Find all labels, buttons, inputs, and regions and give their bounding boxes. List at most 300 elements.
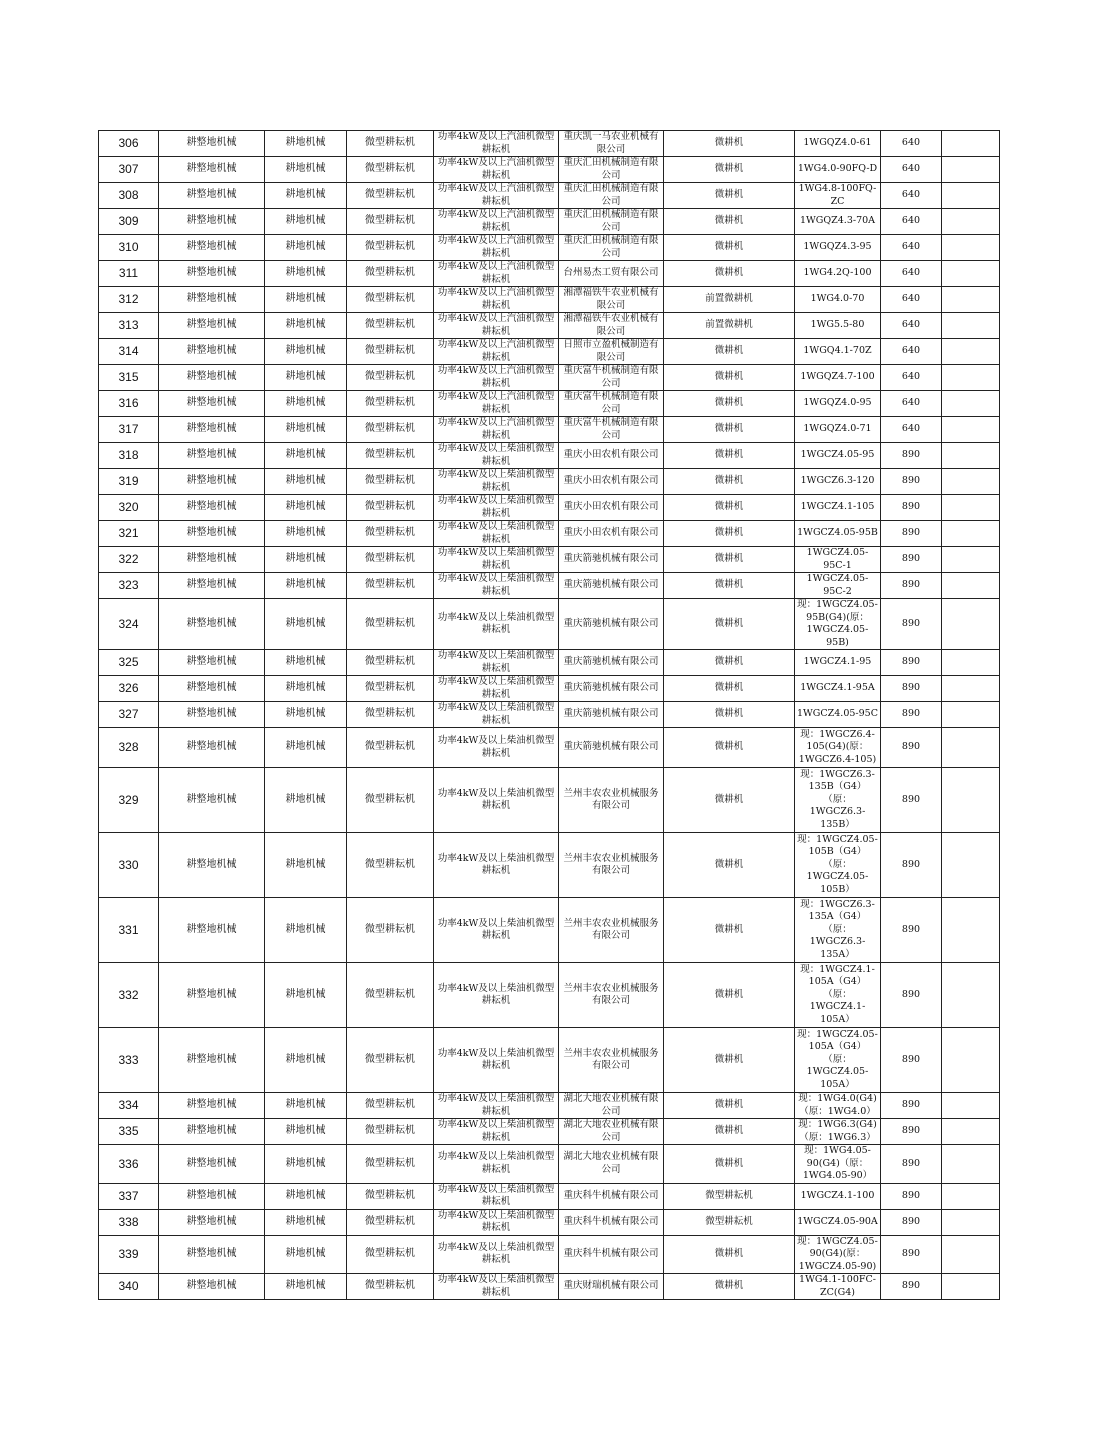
row-number: 330 bbox=[99, 833, 159, 898]
product-cell: 微耕机 bbox=[664, 235, 795, 261]
company-cell: 湘潭福铁牛农业机械有限公司 bbox=[559, 287, 664, 313]
row-number: 316 bbox=[99, 391, 159, 417]
row-number: 329 bbox=[99, 768, 159, 833]
type-cell: 微型耕耘机 bbox=[347, 1183, 434, 1209]
model-cell: 1WGQZ4.0-71 bbox=[795, 417, 881, 443]
spec-cell: 功率4kW及以上柴油机微型耕耘机 bbox=[434, 1145, 559, 1184]
note-cell bbox=[942, 521, 1000, 547]
type-cell: 微型耕耘机 bbox=[347, 209, 434, 235]
price-cell: 640 bbox=[881, 209, 942, 235]
table-row bbox=[99, 833, 1000, 898]
model-cell: 1WG4.2Q-100 bbox=[795, 261, 881, 287]
row-number: 334 bbox=[99, 1093, 159, 1119]
type-cell: 微型耕耘机 bbox=[347, 676, 434, 702]
note-cell bbox=[942, 676, 1000, 702]
model-cell: 1WG4.0-90FQ-D bbox=[795, 157, 881, 183]
category-cell: 耕整地机械 bbox=[159, 339, 265, 365]
product-cell: 微耕机 bbox=[664, 131, 795, 157]
type-cell: 微型耕耘机 bbox=[347, 702, 434, 728]
subcategory-cell: 耕地机械 bbox=[265, 261, 347, 287]
subcategory-cell: 耕地机械 bbox=[265, 443, 347, 469]
spec-cell: 功率4kW及以上柴油机微型耕耘机 bbox=[434, 1274, 559, 1300]
model-cell: 现：1WGCZ4.05-105A（G4）（原：1WGCZ4.05-105A） bbox=[795, 1028, 881, 1093]
company-cell: 重庆富牛机械制造有限公司 bbox=[559, 365, 664, 391]
spec-cell: 功率4kW及以上柴油机微型耕耘机 bbox=[434, 521, 559, 547]
model-cell: 1WG5.5-80 bbox=[795, 313, 881, 339]
note-cell bbox=[942, 131, 1000, 157]
category-cell: 耕整地机械 bbox=[159, 1119, 265, 1145]
category-cell: 耕整地机械 bbox=[159, 702, 265, 728]
spec-cell: 功率4kW及以上柴油机微型耕耘机 bbox=[434, 443, 559, 469]
note-cell bbox=[942, 898, 1000, 963]
company-cell: 重庆小田农机有限公司 bbox=[559, 469, 664, 495]
note-cell bbox=[942, 768, 1000, 833]
table-row bbox=[99, 1235, 1000, 1274]
equipment-table bbox=[98, 130, 1000, 1300]
company-cell: 兰州丰农农业机械服务有限公司 bbox=[559, 1028, 664, 1093]
product-cell: 微耕机 bbox=[664, 547, 795, 573]
company-cell: 重庆汇田机械制造有限公司 bbox=[559, 183, 664, 209]
subcategory-cell: 耕地机械 bbox=[265, 833, 347, 898]
table-row bbox=[99, 417, 1000, 443]
subcategory-cell: 耕地机械 bbox=[265, 1235, 347, 1274]
spec-cell: 功率4kW及以上柴油机微型耕耘机 bbox=[434, 547, 559, 573]
company-cell: 日照市立盈机械制造有限公司 bbox=[559, 339, 664, 365]
model-cell: 1WGCZ4.05-90A bbox=[795, 1209, 881, 1235]
spec-cell: 功率4kW及以上柴油机微型耕耘机 bbox=[434, 1209, 559, 1235]
price-cell: 640 bbox=[881, 417, 942, 443]
type-cell: 微型耕耘机 bbox=[347, 443, 434, 469]
spec-cell: 功率4kW及以上柴油机微型耕耘机 bbox=[434, 495, 559, 521]
type-cell: 微型耕耘机 bbox=[347, 573, 434, 599]
note-cell bbox=[942, 963, 1000, 1028]
price-cell: 890 bbox=[881, 728, 942, 768]
table-row bbox=[99, 650, 1000, 676]
company-cell: 重庆箭驰机械有限公司 bbox=[559, 728, 664, 768]
row-number: 319 bbox=[99, 469, 159, 495]
model-cell: 1WGCZ4.05-95C-1 bbox=[795, 547, 881, 573]
row-number: 324 bbox=[99, 599, 159, 650]
category-cell: 耕整地机械 bbox=[159, 365, 265, 391]
table-row bbox=[99, 443, 1000, 469]
model-cell: 1WG4.1-100FC-ZC(G4) bbox=[795, 1274, 881, 1300]
model-cell: 1WGCZ4.1-95A bbox=[795, 676, 881, 702]
product-cell: 微耕机 bbox=[664, 650, 795, 676]
price-cell: 890 bbox=[881, 676, 942, 702]
price-cell: 890 bbox=[881, 1093, 942, 1119]
subcategory-cell: 耕地机械 bbox=[265, 391, 347, 417]
subcategory-cell: 耕地机械 bbox=[265, 1274, 347, 1300]
price-cell: 640 bbox=[881, 157, 942, 183]
table-row bbox=[99, 469, 1000, 495]
type-cell: 微型耕耘机 bbox=[347, 261, 434, 287]
product-cell: 微耕机 bbox=[664, 1145, 795, 1184]
type-cell: 微型耕耘机 bbox=[347, 833, 434, 898]
price-cell: 890 bbox=[881, 1183, 942, 1209]
subcategory-cell: 耕地机械 bbox=[265, 235, 347, 261]
price-cell: 890 bbox=[881, 963, 942, 1028]
category-cell: 耕整地机械 bbox=[159, 599, 265, 650]
product-cell: 微耕机 bbox=[664, 521, 795, 547]
product-cell: 前置微耕机 bbox=[664, 287, 795, 313]
table-row bbox=[99, 209, 1000, 235]
company-cell: 重庆汇田机械制造有限公司 bbox=[559, 157, 664, 183]
row-number: 311 bbox=[99, 261, 159, 287]
company-cell: 重庆箭驰机械有限公司 bbox=[559, 599, 664, 650]
spec-cell: 功率4kW及以上柴油机微型耕耘机 bbox=[434, 1235, 559, 1274]
note-cell bbox=[942, 1274, 1000, 1300]
category-cell: 耕整地机械 bbox=[159, 521, 265, 547]
category-cell: 耕整地机械 bbox=[159, 768, 265, 833]
type-cell: 微型耕耘机 bbox=[347, 1145, 434, 1184]
price-cell: 890 bbox=[881, 833, 942, 898]
note-cell bbox=[942, 1209, 1000, 1235]
subcategory-cell: 耕地机械 bbox=[265, 1209, 347, 1235]
type-cell: 微型耕耘机 bbox=[347, 1274, 434, 1300]
type-cell: 微型耕耘机 bbox=[347, 599, 434, 650]
model-cell: 1WGQZ4.3-70A bbox=[795, 209, 881, 235]
model-cell: 现：1WG4.0(G4)（原：1WG4.0） bbox=[795, 1093, 881, 1119]
category-cell: 耕整地机械 bbox=[159, 1028, 265, 1093]
product-cell: 微型耕耘机 bbox=[664, 1183, 795, 1209]
category-cell: 耕整地机械 bbox=[159, 157, 265, 183]
model-cell: 1WGCZ4.1-105 bbox=[795, 495, 881, 521]
type-cell: 微型耕耘机 bbox=[347, 157, 434, 183]
row-number: 313 bbox=[99, 313, 159, 339]
type-cell: 微型耕耘机 bbox=[347, 1119, 434, 1145]
category-cell: 耕整地机械 bbox=[159, 833, 265, 898]
model-cell: 1WGCZ6.3-120 bbox=[795, 469, 881, 495]
category-cell: 耕整地机械 bbox=[159, 1183, 265, 1209]
company-cell: 重庆汇田机械制造有限公司 bbox=[559, 235, 664, 261]
category-cell: 耕整地机械 bbox=[159, 1145, 265, 1184]
type-cell: 微型耕耘机 bbox=[347, 521, 434, 547]
company-cell: 重庆箭驰机械有限公司 bbox=[559, 547, 664, 573]
type-cell: 微型耕耘机 bbox=[347, 650, 434, 676]
company-cell: 重庆科牛机械有限公司 bbox=[559, 1235, 664, 1274]
model-cell: 1WGCZ4.1-100 bbox=[795, 1183, 881, 1209]
subcategory-cell: 耕地机械 bbox=[265, 768, 347, 833]
subcategory-cell: 耕地机械 bbox=[265, 209, 347, 235]
row-number: 321 bbox=[99, 521, 159, 547]
price-cell: 890 bbox=[881, 443, 942, 469]
category-cell: 耕整地机械 bbox=[159, 443, 265, 469]
type-cell: 微型耕耘机 bbox=[347, 183, 434, 209]
category-cell: 耕整地机械 bbox=[159, 573, 265, 599]
model-cell: 现：1WGCZ6.4-105(G4)(原：1WGCZ6.4-105) bbox=[795, 728, 881, 768]
spec-cell: 功率4kW及以上柴油机微型耕耘机 bbox=[434, 650, 559, 676]
type-cell: 微型耕耘机 bbox=[347, 963, 434, 1028]
company-cell: 重庆科牛机械有限公司 bbox=[559, 1183, 664, 1209]
note-cell bbox=[942, 417, 1000, 443]
type-cell: 微型耕耘机 bbox=[347, 313, 434, 339]
category-cell: 耕整地机械 bbox=[159, 898, 265, 963]
note-cell bbox=[942, 469, 1000, 495]
spec-cell: 功率4kW及以上汽油机微型耕耘机 bbox=[434, 313, 559, 339]
product-cell: 微耕机 bbox=[664, 833, 795, 898]
type-cell: 微型耕耘机 bbox=[347, 898, 434, 963]
price-cell: 890 bbox=[881, 1145, 942, 1184]
subcategory-cell: 耕地机械 bbox=[265, 287, 347, 313]
subcategory-cell: 耕地机械 bbox=[265, 495, 347, 521]
subcategory-cell: 耕地机械 bbox=[265, 599, 347, 650]
row-number: 338 bbox=[99, 1209, 159, 1235]
row-number: 326 bbox=[99, 676, 159, 702]
company-cell: 重庆小田农机有限公司 bbox=[559, 443, 664, 469]
note-cell bbox=[942, 833, 1000, 898]
subcategory-cell: 耕地机械 bbox=[265, 573, 347, 599]
price-cell: 890 bbox=[881, 495, 942, 521]
type-cell: 微型耕耘机 bbox=[347, 1209, 434, 1235]
company-cell: 重庆富牛机械制造有限公司 bbox=[559, 417, 664, 443]
product-cell: 微耕机 bbox=[664, 676, 795, 702]
table-body bbox=[99, 131, 1000, 1300]
category-cell: 耕整地机械 bbox=[159, 469, 265, 495]
table-row bbox=[99, 1145, 1000, 1184]
model-cell: 现：1WGCZ4.05-105B（G4）（原：1WGCZ4.05-105B） bbox=[795, 833, 881, 898]
type-cell: 微型耕耘机 bbox=[347, 547, 434, 573]
subcategory-cell: 耕地机械 bbox=[265, 676, 347, 702]
subcategory-cell: 耕地机械 bbox=[265, 313, 347, 339]
company-cell: 重庆箭驰机械有限公司 bbox=[559, 702, 664, 728]
category-cell: 耕整地机械 bbox=[159, 1235, 265, 1274]
row-number: 328 bbox=[99, 728, 159, 768]
product-cell: 微耕机 bbox=[664, 599, 795, 650]
product-cell: 微耕机 bbox=[664, 209, 795, 235]
company-cell: 重庆箭驰机械有限公司 bbox=[559, 676, 664, 702]
row-number: 314 bbox=[99, 339, 159, 365]
spec-cell: 功率4kW及以上柴油机微型耕耘机 bbox=[434, 1028, 559, 1093]
price-cell: 640 bbox=[881, 235, 942, 261]
product-cell: 微耕机 bbox=[664, 1028, 795, 1093]
price-cell: 640 bbox=[881, 183, 942, 209]
category-cell: 耕整地机械 bbox=[159, 313, 265, 339]
note-cell bbox=[942, 209, 1000, 235]
price-cell: 640 bbox=[881, 365, 942, 391]
price-cell: 890 bbox=[881, 650, 942, 676]
model-cell: 现：1WGCZ6.3-135A（G4）（原：1WGCZ6.3-135A） bbox=[795, 898, 881, 963]
subcategory-cell: 耕地机械 bbox=[265, 547, 347, 573]
price-cell: 890 bbox=[881, 547, 942, 573]
table-row bbox=[99, 768, 1000, 833]
table-row bbox=[99, 365, 1000, 391]
subcategory-cell: 耕地机械 bbox=[265, 1145, 347, 1184]
note-cell bbox=[942, 1028, 1000, 1093]
price-cell: 890 bbox=[881, 1274, 942, 1300]
note-cell bbox=[942, 728, 1000, 768]
subcategory-cell: 耕地机械 bbox=[265, 469, 347, 495]
product-cell: 微耕机 bbox=[664, 417, 795, 443]
type-cell: 微型耕耘机 bbox=[347, 131, 434, 157]
model-cell: 现：1WGCZ4.05-95B(G4)(原：1WGCZ4.05-95B) bbox=[795, 599, 881, 650]
table-row bbox=[99, 183, 1000, 209]
row-number: 336 bbox=[99, 1145, 159, 1184]
table-row bbox=[99, 495, 1000, 521]
spec-cell: 功率4kW及以上汽油机微型耕耘机 bbox=[434, 261, 559, 287]
model-cell: 现：1WGCZ4.05-90(G4)(原：1WGCZ4.05-90) bbox=[795, 1235, 881, 1274]
note-cell bbox=[942, 702, 1000, 728]
spec-cell: 功率4kW及以上汽油机微型耕耘机 bbox=[434, 365, 559, 391]
table-row bbox=[99, 676, 1000, 702]
note-cell bbox=[942, 547, 1000, 573]
price-cell: 640 bbox=[881, 391, 942, 417]
company-cell: 湖北大地农业机械有限公司 bbox=[559, 1145, 664, 1184]
type-cell: 微型耕耘机 bbox=[347, 417, 434, 443]
company-cell: 重庆富牛机械制造有限公司 bbox=[559, 391, 664, 417]
spec-cell: 功率4kW及以上柴油机微型耕耘机 bbox=[434, 728, 559, 768]
model-cell: 1WGCZ4.1-95 bbox=[795, 650, 881, 676]
table-row bbox=[99, 963, 1000, 1028]
product-cell: 微耕机 bbox=[664, 157, 795, 183]
company-cell: 台州易杰工贸有限公司 bbox=[559, 261, 664, 287]
model-cell: 1WGCZ4.05-95B bbox=[795, 521, 881, 547]
product-cell: 微耕机 bbox=[664, 898, 795, 963]
category-cell: 耕整地机械 bbox=[159, 131, 265, 157]
model-cell: 1WGCZ4.05-95C bbox=[795, 702, 881, 728]
price-cell: 890 bbox=[881, 1028, 942, 1093]
product-cell: 微耕机 bbox=[664, 702, 795, 728]
company-cell: 重庆箭驰机械有限公司 bbox=[559, 573, 664, 599]
type-cell: 微型耕耘机 bbox=[347, 469, 434, 495]
type-cell: 微型耕耘机 bbox=[347, 495, 434, 521]
table-row bbox=[99, 391, 1000, 417]
price-cell: 890 bbox=[881, 1119, 942, 1145]
category-cell: 耕整地机械 bbox=[159, 1274, 265, 1300]
row-number: 335 bbox=[99, 1119, 159, 1145]
spec-cell: 功率4kW及以上汽油机微型耕耘机 bbox=[434, 339, 559, 365]
note-cell bbox=[942, 235, 1000, 261]
note-cell bbox=[942, 1235, 1000, 1274]
product-cell: 微耕机 bbox=[664, 469, 795, 495]
note-cell bbox=[942, 365, 1000, 391]
subcategory-cell: 耕地机械 bbox=[265, 1119, 347, 1145]
subcategory-cell: 耕地机械 bbox=[265, 963, 347, 1028]
company-cell: 兰州丰农农业机械服务有限公司 bbox=[559, 898, 664, 963]
price-cell: 640 bbox=[881, 261, 942, 287]
category-cell: 耕整地机械 bbox=[159, 676, 265, 702]
table-row bbox=[99, 599, 1000, 650]
note-cell bbox=[942, 313, 1000, 339]
price-cell: 890 bbox=[881, 1235, 942, 1274]
subcategory-cell: 耕地机械 bbox=[265, 898, 347, 963]
table-row bbox=[99, 157, 1000, 183]
model-cell: 现：1WG4.05-90(G4)（原：1WG4.05-90） bbox=[795, 1145, 881, 1184]
price-cell: 890 bbox=[881, 599, 942, 650]
table-row bbox=[99, 235, 1000, 261]
product-cell: 前置微耕机 bbox=[664, 313, 795, 339]
note-cell bbox=[942, 339, 1000, 365]
product-cell: 微耕机 bbox=[664, 573, 795, 599]
row-number: 310 bbox=[99, 235, 159, 261]
type-cell: 微型耕耘机 bbox=[347, 339, 434, 365]
type-cell: 微型耕耘机 bbox=[347, 287, 434, 313]
category-cell: 耕整地机械 bbox=[159, 728, 265, 768]
model-cell: 1WGCZ4.05-95C-2 bbox=[795, 573, 881, 599]
subcategory-cell: 耕地机械 bbox=[265, 417, 347, 443]
table-row bbox=[99, 521, 1000, 547]
note-cell bbox=[942, 287, 1000, 313]
table-row bbox=[99, 702, 1000, 728]
product-cell: 微耕机 bbox=[664, 261, 795, 287]
price-cell: 890 bbox=[881, 469, 942, 495]
category-cell: 耕整地机械 bbox=[159, 1209, 265, 1235]
subcategory-cell: 耕地机械 bbox=[265, 1093, 347, 1119]
price-cell: 640 bbox=[881, 287, 942, 313]
spec-cell: 功率4kW及以上汽油机微型耕耘机 bbox=[434, 183, 559, 209]
type-cell: 微型耕耘机 bbox=[347, 365, 434, 391]
subcategory-cell: 耕地机械 bbox=[265, 131, 347, 157]
table-row bbox=[99, 573, 1000, 599]
spec-cell: 功率4kW及以上汽油机微型耕耘机 bbox=[434, 391, 559, 417]
subcategory-cell: 耕地机械 bbox=[265, 339, 347, 365]
table-row bbox=[99, 1209, 1000, 1235]
price-cell: 640 bbox=[881, 313, 942, 339]
model-cell: 1WGQZ4.3-95 bbox=[795, 235, 881, 261]
category-cell: 耕整地机械 bbox=[159, 287, 265, 313]
spec-cell: 功率4kW及以上汽油机微型耕耘机 bbox=[434, 417, 559, 443]
model-cell: 1WGCZ4.05-95 bbox=[795, 443, 881, 469]
table-row bbox=[99, 287, 1000, 313]
company-cell: 重庆小田农机有限公司 bbox=[559, 521, 664, 547]
spec-cell: 功率4kW及以上汽油机微型耕耘机 bbox=[434, 131, 559, 157]
company-cell: 重庆凯一马农业机械有限公司 bbox=[559, 131, 664, 157]
product-cell: 微耕机 bbox=[664, 183, 795, 209]
row-number: 318 bbox=[99, 443, 159, 469]
model-cell: 1WGQZ4.0-61 bbox=[795, 131, 881, 157]
row-number: 315 bbox=[99, 365, 159, 391]
price-cell: 640 bbox=[881, 339, 942, 365]
spec-cell: 功率4kW及以上柴油机微型耕耘机 bbox=[434, 1093, 559, 1119]
note-cell bbox=[942, 261, 1000, 287]
company-cell: 重庆小田农机有限公司 bbox=[559, 495, 664, 521]
row-number: 323 bbox=[99, 573, 159, 599]
table-row bbox=[99, 1093, 1000, 1119]
table-row bbox=[99, 131, 1000, 157]
note-cell bbox=[942, 599, 1000, 650]
model-cell: 现：1WG6.3(G4)（原：1WG6.3） bbox=[795, 1119, 881, 1145]
spec-cell: 功率4kW及以上柴油机微型耕耘机 bbox=[434, 963, 559, 1028]
spec-cell: 功率4kW及以上汽油机微型耕耘机 bbox=[434, 157, 559, 183]
row-number: 312 bbox=[99, 287, 159, 313]
table-row bbox=[99, 1183, 1000, 1209]
note-cell bbox=[942, 1119, 1000, 1145]
row-number: 309 bbox=[99, 209, 159, 235]
product-cell: 微耕机 bbox=[664, 1235, 795, 1274]
subcategory-cell: 耕地机械 bbox=[265, 702, 347, 728]
model-cell: 现：1WGCZ6.3-135B（G4）（原：1WGCZ6.3-135B） bbox=[795, 768, 881, 833]
table-row bbox=[99, 898, 1000, 963]
spec-cell: 功率4kW及以上柴油机微型耕耘机 bbox=[434, 1119, 559, 1145]
category-cell: 耕整地机械 bbox=[159, 495, 265, 521]
model-cell: 现：1WGCZ4.1-105A（G4）（原：1WGCZ4.1-105A） bbox=[795, 963, 881, 1028]
company-cell: 湘潭福铁牛农业机械有限公司 bbox=[559, 313, 664, 339]
category-cell: 耕整地机械 bbox=[159, 417, 265, 443]
subcategory-cell: 耕地机械 bbox=[265, 1028, 347, 1093]
category-cell: 耕整地机械 bbox=[159, 261, 265, 287]
spec-cell: 功率4kW及以上柴油机微型耕耘机 bbox=[434, 573, 559, 599]
type-cell: 微型耕耘机 bbox=[347, 768, 434, 833]
note-cell bbox=[942, 157, 1000, 183]
note-cell bbox=[942, 650, 1000, 676]
note-cell bbox=[942, 1183, 1000, 1209]
category-cell: 耕整地机械 bbox=[159, 1093, 265, 1119]
company-cell: 兰州丰农农业机械服务有限公司 bbox=[559, 963, 664, 1028]
row-number: 333 bbox=[99, 1028, 159, 1093]
category-cell: 耕整地机械 bbox=[159, 547, 265, 573]
spec-cell: 功率4kW及以上柴油机微型耕耘机 bbox=[434, 469, 559, 495]
row-number: 339 bbox=[99, 1235, 159, 1274]
spec-cell: 功率4kW及以上汽油机微型耕耘机 bbox=[434, 209, 559, 235]
